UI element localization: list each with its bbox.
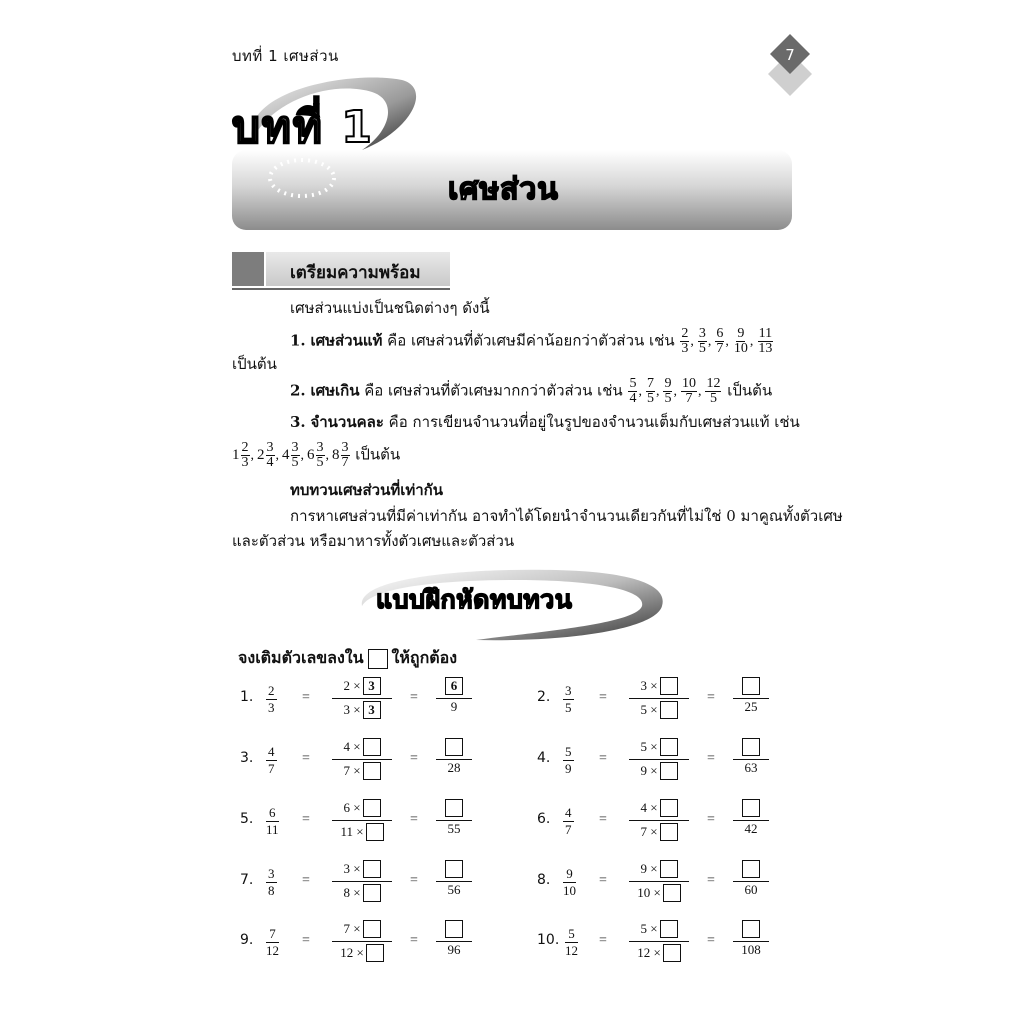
item-number: 4. [537, 750, 551, 766]
multiplication-fraction: 6 × 11 × [332, 797, 392, 843]
item-number: 2. [537, 689, 551, 705]
equals-sign: = [302, 873, 310, 888]
fraction: $\frac{5}{4}$ [629, 376, 637, 406]
equals-sign: = [302, 751, 310, 766]
denominator-answer-box[interactable] [660, 701, 678, 719]
equals-sign: = [410, 812, 418, 827]
result-fraction: 55 [436, 797, 472, 843]
running-head: บทที่ 1 เศษส่วน [232, 47, 339, 65]
result-answer-box[interactable] [742, 738, 760, 756]
denominator-answer-box[interactable] [366, 944, 384, 962]
equals-sign: = [707, 690, 715, 705]
exercise-item [240, 858, 560, 908]
exercise-instruction: จงเติมตัวเลขลงใน ให้ถูกต้อง [238, 648, 458, 667]
result-answer-box[interactable] [445, 860, 463, 878]
multiplication-fraction: 9 × 10 × [629, 858, 689, 904]
given-fraction: 9 10 [563, 866, 576, 898]
type-3-term: จำนวนคละ [310, 413, 384, 431]
equals-sign: = [410, 873, 418, 888]
page-number: 7 [785, 46, 795, 64]
result-fraction: 63 [733, 736, 769, 782]
result-answer-box[interactable]: 6 [445, 677, 463, 695]
given-fraction: 5 9 [565, 744, 572, 776]
given-fraction: 3 5 [565, 683, 572, 715]
result-answer-box[interactable] [742, 799, 760, 817]
item-number: 5. [240, 811, 254, 827]
multiplication-fraction: 4 × 7 × [629, 797, 689, 843]
fraction: $\frac{10}{7}$ [681, 376, 696, 406]
exercise-item [240, 918, 560, 968]
denominator-answer-box[interactable] [660, 762, 678, 780]
denominator-answer-box[interactable] [363, 762, 381, 780]
multiplication-fraction: 7 × 12 × [332, 918, 392, 964]
equals-sign: = [707, 751, 715, 766]
chapter-number: บทที่ 1 [232, 102, 374, 153]
equals-sign: = [410, 690, 418, 705]
given-fraction: 5 12 [565, 926, 578, 958]
given-fraction: 2 3 [268, 683, 275, 715]
fraction: $\frac{6}{7}$ [716, 326, 724, 356]
fraction: $\frac{7}{5}$ [646, 376, 654, 406]
item-number: 1. [240, 689, 254, 705]
denominator-answer-box[interactable] [363, 884, 381, 902]
exercise-item [240, 797, 560, 847]
item-number: 6. [537, 811, 551, 827]
mixed-number: 2 $\frac{3}{4}$ [257, 440, 274, 470]
fraction: $\frac{3}{7}$ [341, 440, 349, 470]
result-answer-box[interactable] [445, 920, 463, 938]
equals-sign: = [707, 933, 715, 948]
multiplication-fraction: 4 × 7 × [332, 736, 392, 782]
exercise-item [240, 736, 560, 786]
result-fraction: 42 [733, 797, 769, 843]
exercise-item [537, 736, 857, 786]
result-fraction: 108 [733, 918, 769, 964]
type-3-examples-line: 1 $\frac{2}{3}$ , 2 $\frac{3}{4}$ , 4 $\frac{3}{5}$ , 6 $\frac{3}{5}$ , 8 $\frac{3}{7}$ เป็นต้น [232, 440, 401, 470]
equals-sign: = [707, 812, 715, 827]
given-fraction: 7 12 [266, 926, 279, 958]
type-1-ending: เป็นต้น [232, 355, 277, 373]
denominator-answer-box[interactable] [366, 823, 384, 841]
item-number: 7. [240, 872, 254, 888]
given-fraction: 3 8 [268, 866, 275, 898]
exercise-item [240, 675, 560, 725]
result-answer-box[interactable] [445, 738, 463, 756]
mixed-number: 1 $\frac{2}{3}$ [232, 440, 249, 470]
equals-sign: = [410, 751, 418, 766]
fraction: $\frac{2}{3}$ [241, 440, 249, 470]
given-fraction: 4 7 [268, 744, 275, 776]
type-2-term: เศษเกิน [310, 381, 360, 400]
section-title: เตรียมความพร้อม [290, 263, 421, 283]
numerator-answer-box[interactable] [660, 738, 678, 756]
exercise-item [537, 858, 857, 908]
equals-sign: = [599, 812, 607, 827]
result-answer-box[interactable] [445, 799, 463, 817]
result-answer-box[interactable] [742, 920, 760, 938]
fraction: $\frac{3}{5}$ [291, 440, 299, 470]
numerator-answer-box[interactable] [660, 799, 678, 817]
equals-sign: = [302, 933, 310, 948]
equals-sign: = [302, 812, 310, 827]
review-line-1: การหาเศษส่วนที่มีค่าเท่ากัน อาจทำได้โดยนำจำนวนเดียวกันที่ไม่ใช่ 0 มาคูณทั้งตัวเศษ [290, 507, 843, 525]
review-line-2: และตัวส่วน หรือมาหารทั้งตัวเศษและตัวส่วน [232, 532, 515, 550]
result-fraction: 25 [733, 675, 769, 721]
fraction: $\frac{9}{10}$ [733, 326, 748, 356]
equals-sign: = [599, 873, 607, 888]
type-3: 3. จำนวนคละ คือ การเขียนจำนวนที่อยู่ในรูปของจำนวนเต็มกับเศษส่วนแท้ เช่น [290, 413, 800, 431]
chapter-title: เศษส่วน [448, 172, 559, 207]
numerator-answer-box[interactable] [660, 860, 678, 878]
result-fraction: 60 [733, 858, 769, 904]
numerator-answer-box[interactable] [363, 920, 381, 938]
item-number: 8. [537, 872, 551, 888]
mixed-number: 4 $\frac{3}{5}$ [282, 440, 299, 470]
equals-sign: = [707, 873, 715, 888]
numerator-answer-box[interactable] [660, 677, 678, 695]
result-fraction: 28 [436, 736, 472, 782]
type-2: 2. เศษเกิน คือ เศษส่วนที่ตัวเศษมากกว่าตัวส่วน เช่น $\frac{5}{4}$ , $\frac{7}{5}$ , $\frac{9}{5}$ , $\frac{10}{7}$ , $\frac{12}{5}$ เป็นต้น [290, 376, 773, 406]
equals-sign: = [302, 690, 310, 705]
item-number: 10. [537, 932, 560, 948]
fraction: $\frac{3}{5}$ [316, 440, 324, 470]
fraction: $\frac{12}{5}$ [706, 376, 721, 406]
multiplication-fraction: 5 × 12 × [629, 918, 689, 964]
result-answer-box[interactable] [742, 860, 760, 878]
equals-sign: = [599, 933, 607, 948]
multiplication-fraction: 5 × 9 × [629, 736, 689, 782]
type-2-examples: $\frac{5}{4}$ , $\frac{7}{5}$ , $\frac{9}{5}$ , $\frac{10}{7}$ , $\frac{12}{5}$ [629, 376, 721, 406]
numerator-answer-box[interactable] [363, 799, 381, 817]
exercise-item [537, 797, 857, 847]
equals-sign: = [410, 933, 418, 948]
mixed-number: 8 $\frac{3}{7}$ [332, 440, 349, 470]
result-fraction: 56 [436, 858, 472, 904]
numerator-answer-box[interactable] [363, 860, 381, 878]
item-number: 3. [240, 750, 254, 766]
given-fraction: 6 11 [266, 805, 279, 837]
numerator-answer-box[interactable] [363, 738, 381, 756]
fraction: $\frac{3}{4}$ [266, 440, 274, 470]
fraction: $\frac{3}{5}$ [698, 326, 706, 356]
item-number: 9. [240, 932, 254, 948]
fraction: $\frac{11}{13}$ [758, 326, 773, 356]
exercise-title: แบบฝึกหัดทบทวน [376, 585, 573, 614]
denominator-answer-box[interactable] [663, 944, 681, 962]
denominator-answer-box[interactable]: 3 [363, 701, 381, 719]
intro-text: เศษส่วนแบ่งเป็นชนิดต่างๆ ดังนี้ [290, 299, 490, 317]
type-1-examples: $\frac{2}{3}$ , $\frac{3}{5}$ , $\frac{6}{7}$ , $\frac{9}{10}$ , $\frac{11}{13}$ [681, 326, 773, 356]
multiplication-fraction: 2 × 3 3 × 3 [332, 675, 392, 721]
result-fraction: 6 9 [436, 675, 472, 721]
mixed-number: 6 $\frac{3}{5}$ [307, 440, 324, 470]
type-3-examples: 1 $\frac{2}{3}$ , 2 $\frac{3}{4}$ , 4 $\frac{3}{5}$ , 6 $\frac{3}{5}$ , 8 $\frac{3}{7}$ [232, 440, 349, 470]
multiplication-fraction: 3 × 5 × [629, 675, 689, 721]
result-fraction: 96 [436, 918, 472, 964]
given-fraction: 4 7 [565, 805, 572, 837]
answer-box-sample [368, 649, 388, 669]
denominator-answer-box[interactable] [663, 884, 681, 902]
type-1: 1. เศษส่วนแท้ คือ เศษส่วนที่ตัวเศษมีค่าน้อยกว่าตัวส่วน เช่น $\frac{2}{3}$ , $\frac{3}{5}$ , $\frac{6}{7}$ , $\frac{9}{10}$ , $\frac{11}{13}$ [290, 326, 773, 356]
fraction: $\frac{9}{5}$ [664, 376, 672, 406]
exercise-item [537, 918, 857, 968]
denominator-answer-box[interactable] [660, 823, 678, 841]
fraction: $\frac{2}{3}$ [681, 326, 689, 356]
result-answer-box[interactable] [742, 677, 760, 695]
numerator-answer-box[interactable] [660, 920, 678, 938]
review-heading: ทบทวนเศษส่วนที่เท่ากัน [290, 481, 444, 499]
type-1-term: เศษส่วนแท้ [310, 331, 383, 350]
numerator-answer-box[interactable]: 3 [363, 677, 381, 695]
equals-sign: = [599, 690, 607, 705]
exercise-item [537, 675, 857, 725]
equals-sign: = [599, 751, 607, 766]
multiplication-fraction: 3 × 8 × [332, 858, 392, 904]
